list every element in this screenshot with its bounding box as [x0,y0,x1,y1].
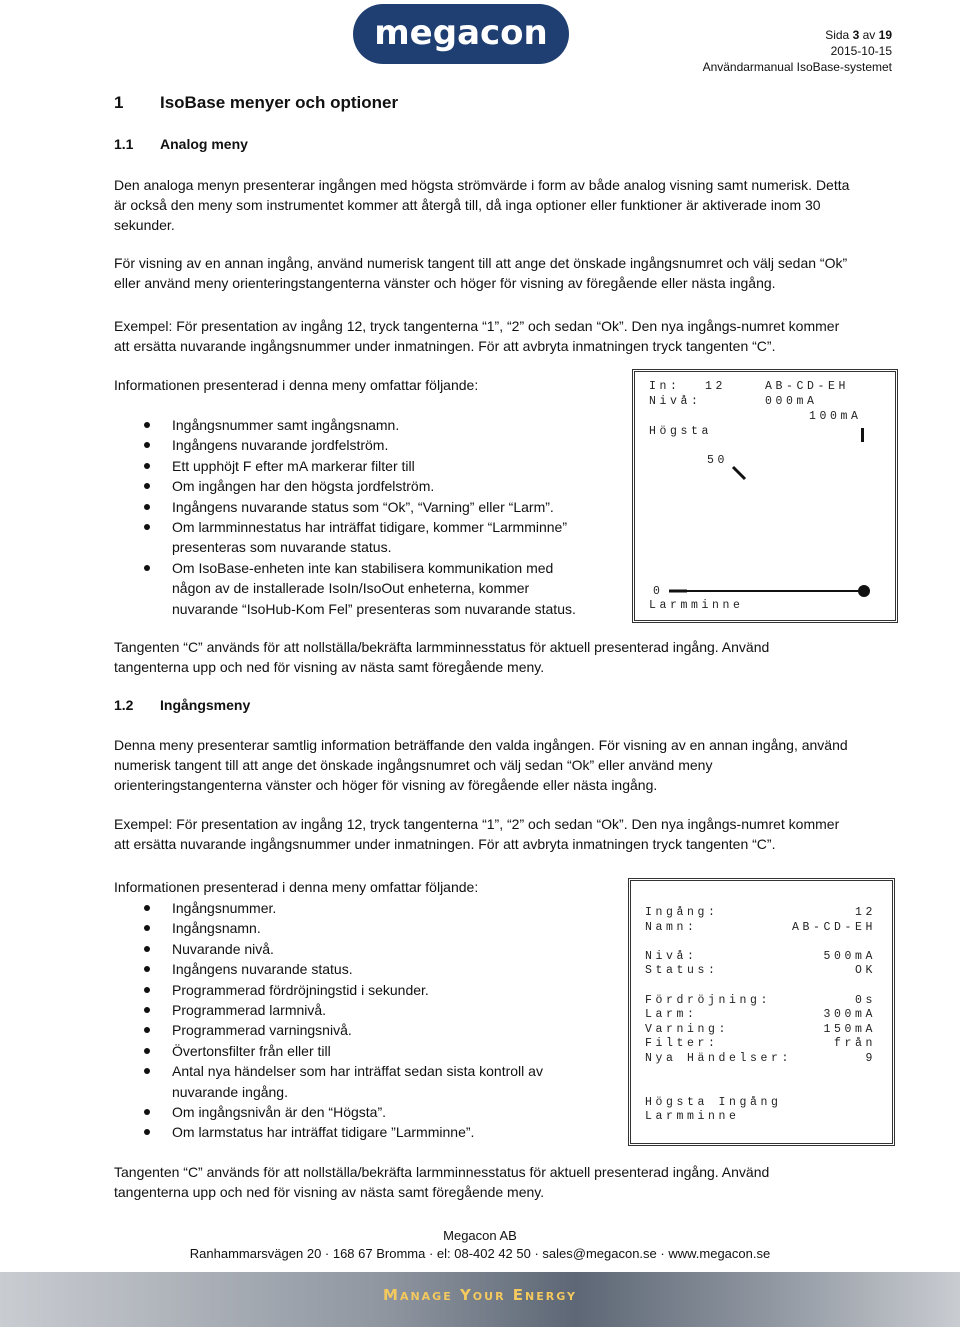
lcd-row-label: Högsta Ingång [645,1095,782,1109]
list-item: Om larmminnestatus har inträffat tidigare, kommer “Larmminne” presenteras som nuvarande status. [114,517,576,558]
svg-text:megacon: megacon [374,13,548,53]
lcd-row-value: 300mA [823,1008,876,1022]
lcd-row-value: 12 [854,906,876,919]
gauge-limit-marker [861,428,864,442]
megacon-logo [352,2,570,66]
lcd-row-label: Filter: [645,1037,719,1051]
list-item: Om ingången har den högsta jordfelström. [114,476,576,496]
section-1-heading: 1 IsoBase menyer och optioner [114,93,399,112]
gauge-mid-tick [733,467,745,479]
lcd-row-label: Ingång: [645,906,719,919]
lcd-row-value: AB-CD-EH [791,920,876,934]
lcd-input-label: In: [649,380,681,393]
lcd-status: Larmminne [649,599,744,612]
lcd-scale-mid: 50 [707,454,729,467]
analog-closing-paragraph: Tangenten “C” används för att nollställa/bekräfta larmminnesstatus för aktuell presenterad ingång. Använd tangenterna upp och ned för visning av nästa samt föregående meny. [114,639,770,675]
lcd-row-label: Namn: [645,920,698,934]
input-lcd-display [628,878,895,1146]
lcd-limit-value: 100mA [809,410,862,423]
lcd-row-value: 150mA [823,1022,876,1036]
input-closing-paragraph: Tangenten “C” används för att nollställa/bekräfta larmminnesstatus för aktuell presenterad ingång. Använd tangenterna upp och ned för visning av nästa samt föregående meny. [114,1164,770,1200]
page-number: Sida 3 av 19 [825,28,892,42]
footer-company: Megacon AB [443,1228,517,1243]
list-item: Om larmstatus har inträffat tidigare ”Larmminne”. [114,1122,543,1142]
lcd-row-label: Varning: [645,1022,730,1036]
list-item: Programmerad larmnivå. [114,1000,543,1020]
list-item: Om ingångsnivån är den “Högsta”. [114,1102,543,1122]
analog-info-list [114,415,576,619]
section-1-1-heading: 1.1 Analog meny [114,136,248,152]
input-intro-paragraph: Denna meny presenterar samtlig information beträffande den valda ingången. För visning av en annan ingång, använd numerisk tangent till att ange det önskade ingångsnumret och välj sedan “Ok” eller använd meny orienteringstangenterna vänster och höger för visning av föregående eller nästa ingång. [114,737,848,793]
lcd-row-label: Larm: [645,1008,698,1022]
lcd-level-label: Nivå: [649,395,702,408]
analog-lcd-display [632,369,898,623]
footer-slogan: Manage Your Energy [383,1286,577,1304]
list-item: Ingångens nuvarande jordfelström. [114,435,576,455]
input-info-list [114,898,543,1143]
list-item: Programmerad fördröjningstid i sekunder. [114,980,543,1000]
analog-intro-paragraph: Den analoga menyn presenterar ingången med högsta strömvärde i form av både analog visning samt numerisk. Detta är också den meny som instrumentet kommer att återgå till, då inga optioner eller funktioner är aktiverade inom 30 sekunder. [114,177,850,233]
lcd-row-label: Fördröjning: [645,993,772,1007]
lcd-highest-label: Högsta [649,425,713,438]
list-item: Ingångens nuvarande status. [114,959,543,979]
lcd-input-number: 12 [705,380,727,393]
list-item: Programmerad varningsnivå. [114,1020,543,1040]
analog-example-paragraph: Exempel: För presentation av ingång 12, tryck tangenterna “1”, “2” och sedan “Ok”. Den nya ingångs-numret kommer att ersätta nuvarande ingångsnummer under inmatningen. För att avbryta inmatningen tryck tangenten “C”. [114,318,840,354]
lcd-row-value: från [833,1037,876,1051]
analog-info-heading: Informationen presenterad i denna meny omfattar följande: [114,377,479,393]
lcd-row-value: OK [854,964,876,978]
input-example-paragraph: Exempel: För presentation av ingång 12, tryck tangenterna “1”, “2” och sedan “Ok”. Den nya ingångs-numret kommer att ersätta nuvarande ingångsnummer under inmatningen. För att avbryta inmatningen tryck tangenten “C”. [114,816,840,852]
footer-address: Ranhammarsvägen 20 · 168 67 Bromma · el: 08-402 42 50 · sales@megacon.se · www.megacon.se [189,1246,771,1261]
list-item: Nuvarande nivå. [114,939,543,959]
lcd-row-value: 0s [854,993,876,1007]
lcd-row-label: Status: [645,964,719,978]
lcd-row-label: Nya Händelser: [645,1052,793,1065]
lcd-row-label: Nivå: [645,949,698,963]
analog-navigation-paragraph: För visning av en annan ingång, använd numerisk tangent till att ange det önskade ingångsnumret och välj sedan “Ok” eller använd meny orienteringstangenterna vänster och höger för visning av föregående eller nästa ingång. [114,255,848,291]
lcd-level-value: 000mA [765,395,818,408]
lcd-scale-zero: 0 [653,585,664,598]
lcd-input-name: AB-CD-EH [765,380,850,393]
list-item: Antal nya händelser som har inträffat sedan sista kontroll av nuvarande ingång. [114,1061,543,1102]
list-item: Ingångsnummer. [114,898,543,918]
section-1-2-heading: 1.2 Ingångsmeny [114,697,251,713]
list-item: Ett upphöjt F efter mA markerar filter till [114,456,576,476]
document-title: Användarmanual IsoBase-systemet [702,60,892,74]
document-date: 2015-10-15 [830,44,892,58]
gauge-end-dot [858,585,870,597]
lcd-row-label: Larmminne [645,1110,740,1124]
list-item: Ingångens nuvarande status som “Ok”, “Varning” eller “Larm”. [114,497,576,517]
list-item: Ingångsnummer samt ingångsnamn. [114,415,576,435]
lcd-row-value: 9 [865,1052,876,1065]
list-item: Ingångsnamn. [114,918,543,938]
list-item: Övertonsfilter från eller till [114,1041,543,1061]
lcd-row-value: 500mA [823,949,876,963]
lcd-gauge [635,372,895,620]
list-item: Om IsoBase-enheten inte kan stabilisera kommunikation med någon av de installerade IsoIn/IsoOut enheterna, kommer nuvarande “IsoHub-Kom Fel” presenteras som nuvarande status. [114,558,576,619]
input-info-heading: Informationen presenterad i denna meny omfattar följande: [114,879,479,895]
